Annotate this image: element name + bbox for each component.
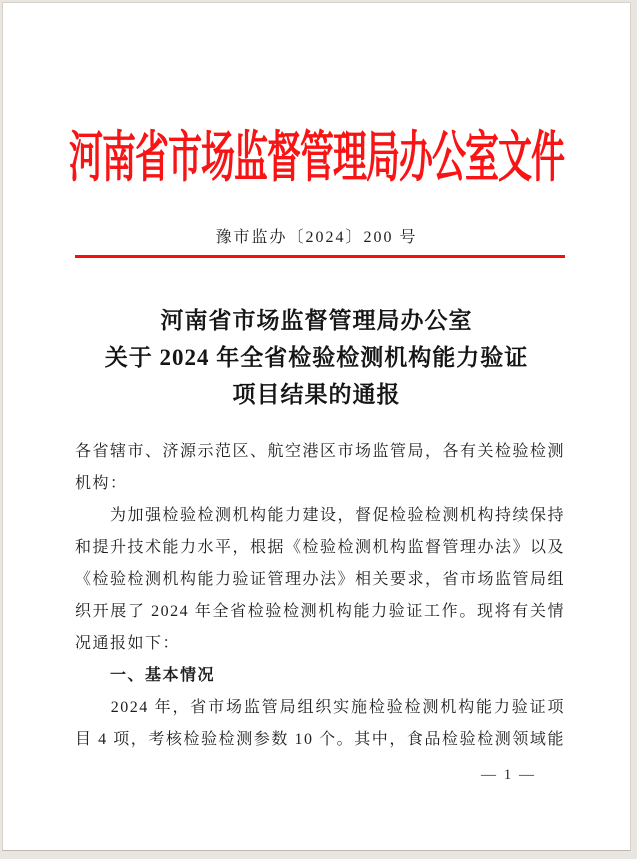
body-line: 目 4 项，考核检验检测参数 10 个。其中，食品检验检测领域能: [75, 731, 565, 748]
body-line: 《检验检测机构能力验证管理办法》相关要求，省市场监管局组: [75, 571, 566, 588]
document-page: [2, 2, 631, 851]
title-line-1: 河南省市场监督管理局办公室: [160, 308, 473, 333]
page-number: — 1 —: [481, 767, 536, 783]
document-title: [3, 302, 630, 413]
red-divider-line: [75, 255, 565, 258]
section-heading: 一、基本情况: [75, 667, 216, 684]
body-line: 2024 年，省市场监管局组织实施检验检测机构能力验证项: [75, 699, 565, 716]
body-line: 为加强检验检测机构能力建设，督促检验检测机构持续保持: [75, 507, 566, 524]
title-line-2: 关于 2024 年全省检验检测机构能力验证: [104, 345, 529, 370]
red-header-banner: [3, 131, 630, 189]
body-line: 织开展了 2024 年全省检验检测机构能力验证工作。现将有关情: [75, 603, 565, 620]
document-number: 豫市监办〔2024〕200 号: [215, 229, 418, 246]
body-line: 各省辖市、济源示范区、航空港区市场监管局，各有关检验检测: [75, 443, 566, 460]
document-body: [75, 436, 565, 756]
title-line-3: 项目结果的通报: [232, 382, 401, 407]
agency-banner-title: 河南省市场监督管理局办公室文件: [69, 129, 564, 190]
body-line: 况通报如下：: [75, 635, 181, 652]
body-line: 机构：: [75, 475, 128, 492]
body-line: 和提升技术能力水平，根据《检验检测机构监督管理办法》以及: [75, 539, 566, 556]
